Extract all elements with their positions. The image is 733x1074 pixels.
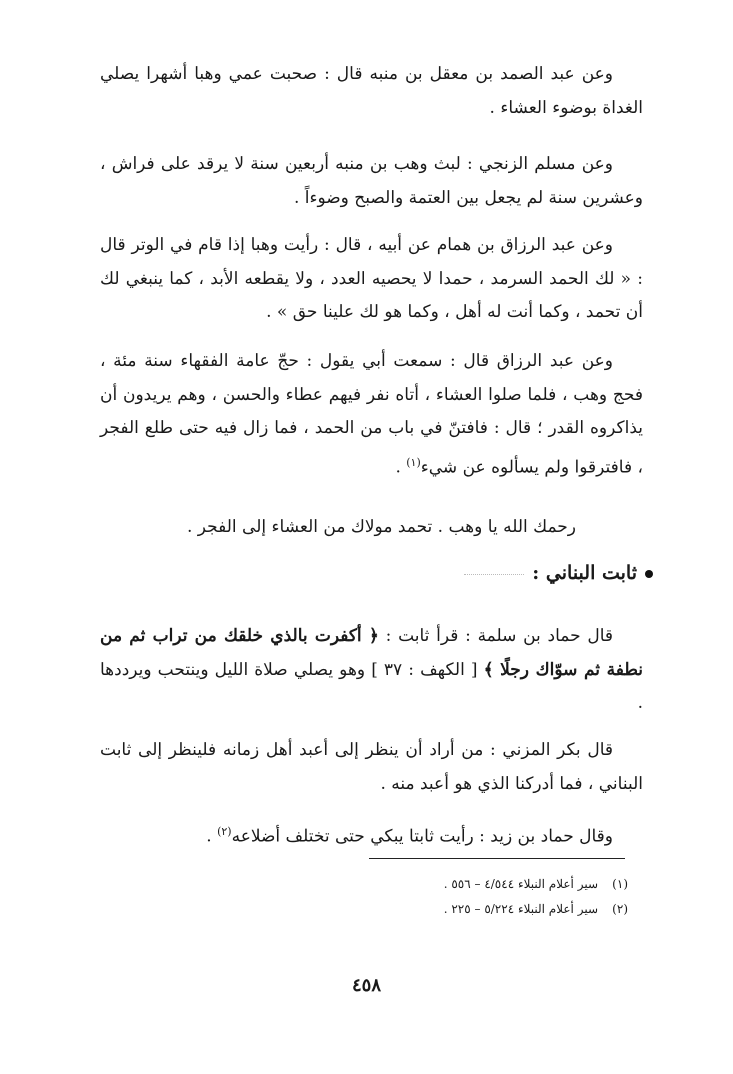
paragraph-6-post: [ الكهف : ٣٧ ] وهو يصلي صلاة الليل وينتحب ويرددها . (100, 659, 643, 713)
footnote-2-number: (٢) (612, 902, 628, 916)
paragraph-5 (100, 511, 643, 545)
paragraph-4-tail: . (395, 457, 407, 478)
paragraph-6 (100, 620, 643, 721)
footnote-1 (340, 872, 628, 897)
paragraph-6-text (100, 620, 643, 721)
footnote-marker-2[interactable]: (٢) (217, 825, 232, 838)
paragraph-6-pre: قال حماد بن سلمة : قرأ ثابت : (378, 626, 613, 646)
paragraph-8-text (100, 815, 643, 854)
paragraph-8 (100, 815, 643, 854)
bullet-icon (645, 570, 653, 578)
paragraph-4-text (100, 345, 643, 485)
heading-dotted-rule (464, 574, 524, 575)
footnote-2-text: سير أعلام النبلاء ٥/٢٢٤ – ٢٢٥ . (443, 902, 598, 916)
paragraph-2 (100, 148, 643, 215)
paragraph-4 (100, 345, 643, 485)
paragraph-7 (100, 734, 643, 801)
section-heading-text: ثابت البناني : (532, 562, 637, 584)
paragraph-1 (100, 58, 643, 125)
paragraph-4-body: وعن عبد الرزاق قال : سمعت أبي يقول : حجّ عامة الفقهاء سنة مئة ، فحج وهب ، فلما صلوا العشاء ، أتاه نفر فيهم عطاء والحسن ، وهم يريدون أن يذاكروه القدر ؛ قال : فافتنّ في باب من الحمد ، فما زال فيه حتى طلع الفجر ، فافترقوا ولم يسألوه عن شيء (100, 351, 643, 478)
paragraph-2-text: وعن مسلم الزنجي : لبث وهب بن منبه أربعين سنة لا يرقد على فراش ، وعشرين سنة لم يجعل بين العتمة والصبح وضوءاً . (100, 154, 643, 208)
footnote-1-number: (١) (612, 877, 628, 891)
footnote-2 (340, 897, 628, 922)
paragraph-5-text: رحمك الله يا وهب . تحمد مولاك من العشاء إلى الفجر . (186, 517, 577, 537)
footnote-divider (369, 858, 625, 859)
paragraph-8-tail: . (206, 826, 218, 847)
quran-verse: ﴿ أكفرت بالذي خلقك من تراب ثم من نطفة ثم سوّاك رجلًا ﴾ (100, 626, 643, 680)
paragraph-3-text: وعن عبد الرزاق بن همام عن أبيه ، قال : رأيت وهبا إذا قام في الوتر قال : « لك الحمد السرمد ، حمدا لا يحصيه العدد ، ولا يقطعه الأبد ، كما ينبغي لك أن تحمد ، وكما أنت له أهل ، وكما هو لك علينا حق » . (100, 235, 643, 322)
section-heading (464, 562, 653, 584)
paragraph-1-text: وعن عبد الصمد بن معقل بن منبه قال : صحبت عمي وهبا أشهرا يصلي الغداة بوضوء العشاء . (100, 64, 643, 118)
page-number: ٤٥٨ (351, 975, 381, 996)
paragraph-3 (100, 229, 643, 330)
paragraph-7-text: قال بكر المزني : من أراد أن ينظر إلى أعبد أهل زمانه فلينظر إلى ثابت البناني ، فما أدركنا الذي هو أعبد منه . (100, 740, 643, 794)
paragraph-8-body: وقال حماد بن زيد : رأيت ثابتا يبكي حتى تختلف أضلاعه (231, 826, 613, 847)
footnote-marker-1[interactable]: (١) (406, 455, 421, 469)
footnotes (340, 872, 628, 922)
footnote-1-text: سير أعلام النبلاء ٤/٥٤٤ – ٥٥٦ . (443, 877, 598, 891)
